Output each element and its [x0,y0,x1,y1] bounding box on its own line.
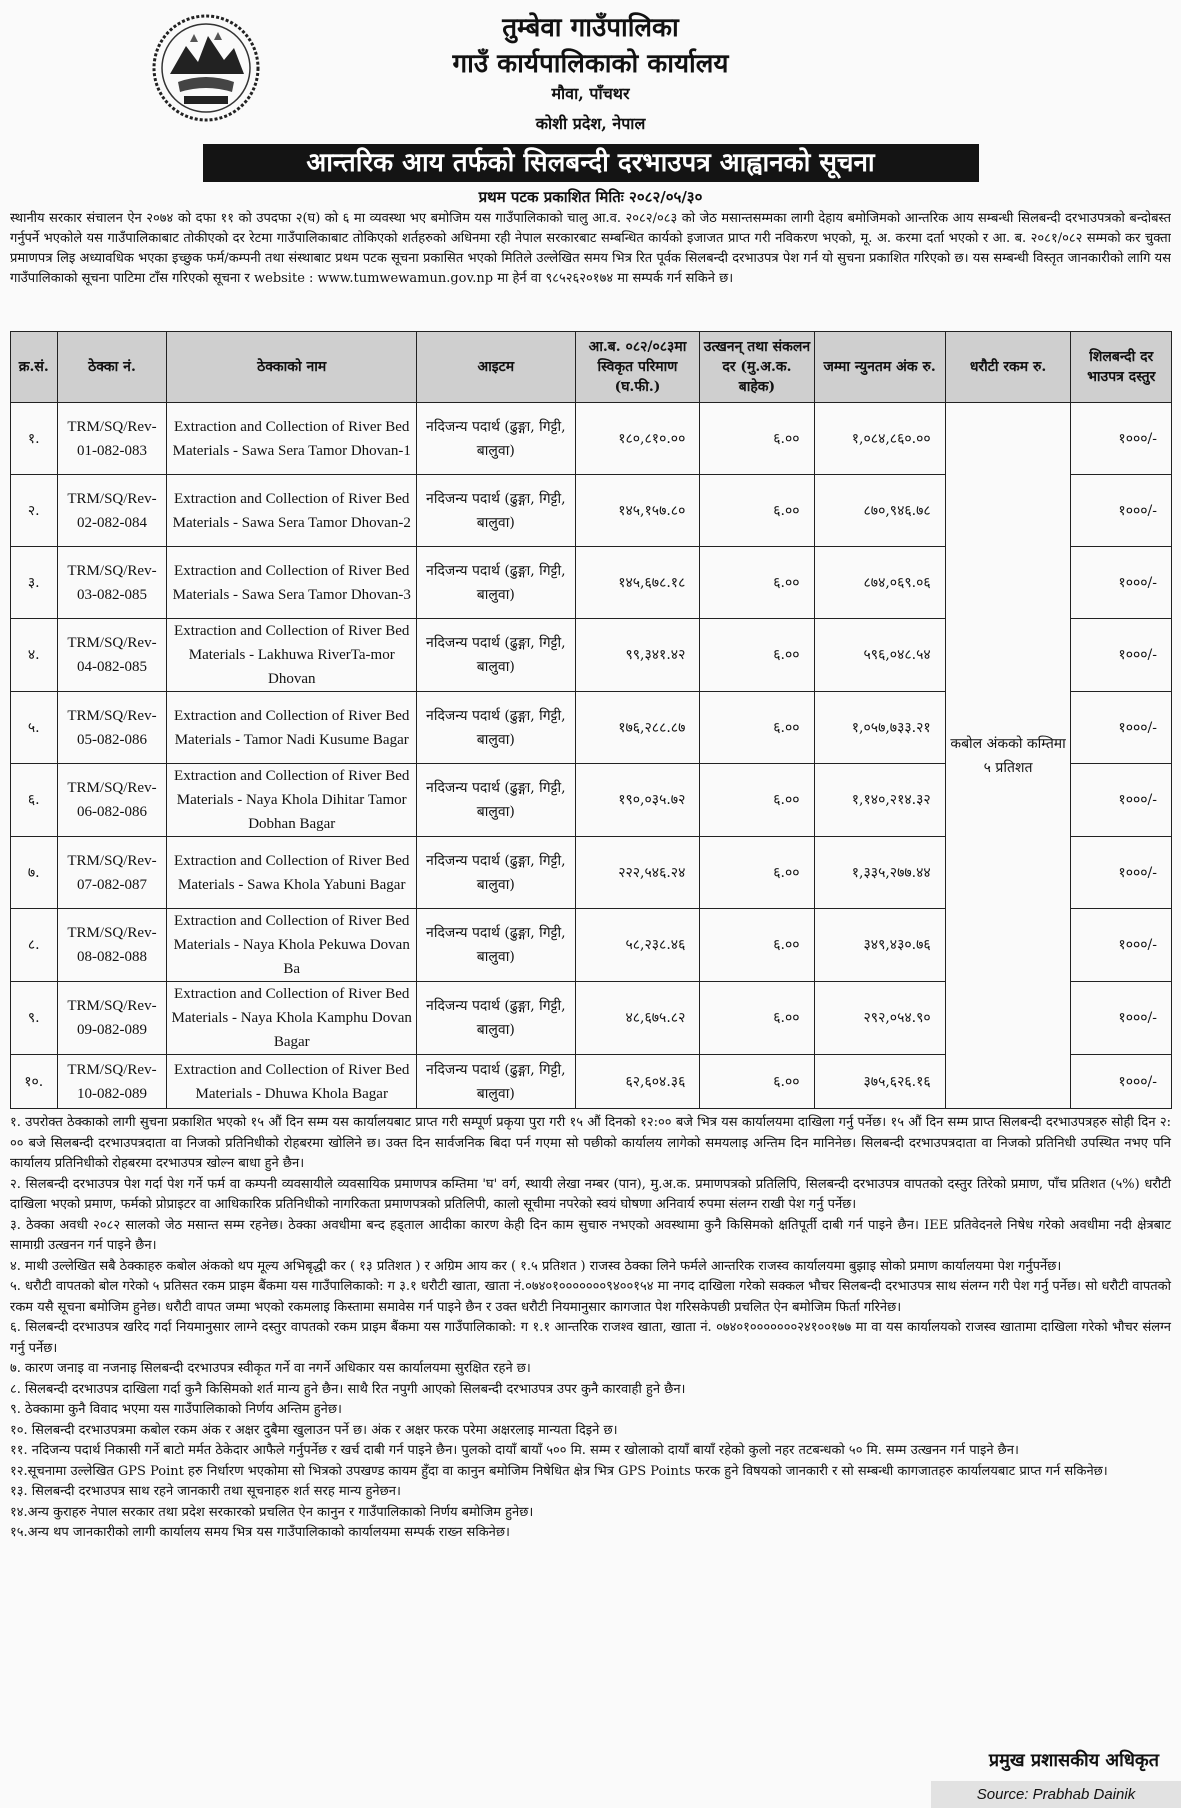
term-item: १५.अन्य थप जानकारीको लागी कार्यालय समय भित्र यस गाउँपालिकाको कार्यालयमा सम्पर्क राख्न सकिनेछ। [10,1525,510,1540]
cell-quantity: ९९,३४१.४२ [575,619,700,692]
header-deposit: धरौटी रकम रु. [945,332,1071,403]
header-contract-name: ठेक्काको नाम [167,332,417,403]
cell-contract-no: TRM/SQ/Rev-07-082-087 [57,837,167,909]
cell-item: नदिजन्य पदार्थ (ढुङ्गा, गिट्टी, बालुवा) [417,692,576,764]
cell-rate: ६.०० [700,475,814,547]
cell-contract-name: Extraction and Collection of River Bed Materials - Lakhuwa RiverTa-mor Dhovan [167,619,417,692]
cell-rate: ६.०० [700,764,814,837]
contracts-table [10,331,1172,1109]
cell-min-amount: २९२,०५४.९० [814,982,945,1055]
cell-quantity: ५८,२३८.४६ [575,909,700,982]
term-item: ८. सिलबन्दी दरभाउपत्र दाखिला गर्दा कुनै किसिमको शर्त मान्य हुने छैन। साथै रित नपुगी आएको सिलबन्दी दरभाउपत्र उपर कुनै कारवाही हुने छैन। [10,1381,686,1397]
office-location: मौवा, पाँचथर [551,84,630,103]
header-item: आइटम [417,332,576,403]
cell-rate: ६.०० [700,692,814,764]
source-credit: Source: Prabhab Dainik [931,1781,1181,1808]
term-item: १४.अन्य कुराहरु नेपाल सरकार तथा प्रदेश सरकारको प्रचलित ऐन कानुन र गाउँपालिकाको निर्णय बमोजिम हुनेछ। [10,1504,534,1520]
cell-quantity: १४५,६७८.१८ [575,547,700,619]
cell-sn: ७. [11,837,58,909]
cell-contract-no: TRM/SQ/Rev-01-082-083 [57,403,167,475]
cell-contract-name: Extraction and Collection of River Bed Materials - Sawa Sera Tamor Dhovan-3 [167,547,417,619]
cell-rate: ६.०० [700,1055,814,1109]
cell-rate: ६.०० [700,909,814,982]
cell-quantity: २२२,५४६.२४ [575,837,700,909]
header-contract-no: ठेक्का नं. [57,332,167,403]
cell-item: नदिजन्य पदार्थ (ढुङ्गा, गिट्टी, बालुवा) [417,619,576,692]
table-header-row [11,332,1172,403]
cell-sn: १०. [11,1055,58,1109]
cell-fee: १०००/- [1071,547,1172,619]
cell-min-amount: ८७४,०६९.०६ [814,547,945,619]
cell-contract-no: TRM/SQ/Rev-02-082-084 [57,475,167,547]
term-item: १२.सूचनामा उल्लेखित GPS Point हरु निर्धारण भएकोमा सो भित्रको उपखण्ड कायम हुँदा वा कानुन बमोजिम निषेधित क्षेत्र भित्र GPS Points फरक हुने विषयको जानकारी र सो सम्बन्धी कागजातहरु कार्यालयबाट प्राप्त गर्न सकिनेछ। [10,1463,1108,1479]
cell-quantity: १७६,२८८.८७ [575,692,700,764]
cell-sn: ९. [11,982,58,1055]
cell-item: नदिजन्य पदार्थ (ढुङ्गा, गिट्टी, बालुवा) [417,909,576,982]
cell-item: नदिजन्य पदार्थ (ढुङ्गा, गिट्टी, बालुवा) [417,837,576,909]
cell-sn: ३. [11,547,58,619]
cell-contract-name: Extraction and Collection of River Bed Materials - Sawa Sera Tamor Dhovan-1 [167,403,417,475]
header-fee: शिलबन्दी दर भाउपत्र दस्तुर [1071,332,1172,403]
cell-sn: १. [11,403,58,475]
cell-contract-no: TRM/SQ/Rev-10-082-089 [57,1055,167,1109]
cell-sn: ६. [11,764,58,837]
cell-item: नदिजन्य पदार्थ (ढुङ्गा, गिट्टी, बालुवा) [417,764,576,837]
cell-sn: ४. [11,619,58,692]
cell-min-amount: ३७५,६२६.१६ [814,1055,945,1109]
header-quantity: आ.ब. ०८२/०८३मा स्विकृत परिमाण (घ.फी.) [575,332,700,403]
municipality-name: तुम्बेवा गाउँपालिका [502,13,679,43]
term-item: ११. नदिजन्य पदार्थ निकासी गर्ने बाटो मर्मत ठेकेदार आफैले गर्नुपर्नेछ र खर्च दाबी गर्न पाइने छैन। पुलको दायाँ बायाँ ५०० मि. सम्म र खोलाको दायाँ बायाँ रहेको कुलो नहर तटबन्धको ५० मि. सम्म उत्खनन गर्न पाइने छैन। [10,1443,1019,1458]
cell-min-amount: ५९६,०४८.५४ [814,619,945,692]
cell-quantity: ४८,६७५.८२ [575,982,700,1055]
header-min-amount: जम्मा न्युनतम अंक रु. [814,332,945,403]
table-row [11,403,1172,475]
cell-min-amount: १,३३५,२७७.४४ [814,837,945,909]
cell-rate: ६.०० [700,619,814,692]
term-item: १०. सिलबन्दी दरभाउपत्रमा कबोल रकम अंक र अक्षर दुबैमा खुलाउन पर्ने छ। अंक र अक्षर फरक परेमा अक्षरलाइ मान्यता दिइने छ। [10,1422,618,1438]
cell-contract-name: Extraction and Collection of River Bed Materials - Naya Khola Dihitar Tamor Dobhan Bagar [167,764,417,837]
cell-min-amount: १,०८४,८६०.०० [814,403,945,475]
cell-fee: १०००/- [1071,1055,1172,1109]
cell-sn: ८. [11,909,58,982]
cell-fee: १०००/- [1071,909,1172,982]
cell-item: नदिजन्य पदार्थ (ढुङ्गा, गिट्टी, बालुवा) [417,1055,576,1109]
province-country: कोशी प्रदेश, नेपाल [535,114,646,133]
publication-date: प्रथम पटक प्रकाशित मितिः २०८२/०५/३० [478,188,703,206]
cell-contract-name: Extraction and Collection of River Bed Materials - Naya Khola Kamphu Dovan Bagar [167,982,417,1055]
term-item: २. सिलबन्दी दरभाउपत्र पेश गर्दा पेश गर्ने फर्म वा कम्पनी व्यवसायीले व्यवसायिक प्रमाणपत्र कम्तिमा 'घ' वर्ग, स्थायी लेखा नम्बर (पान), मु.अ.क. प्रमाणपत्रको प्रतिलिपि, सिलबन्दी दरभाउपत्र वापतको दस्तुर तिरेको प्रमाण, पाँच प्रतिशत (५%) धरौटी दाखिला भएको प्रमाण, फर्मको प्रोप्राइटर वा आधिकारिक प्रतिनिधीको नागरिकता प्रमाणपत्रको प्रतिलिपी, कालो सूचीमा नपरेको स्वयं घोषणा अनिवार्य रुपमा संलग्न राखी पेश गर्नु पर्नेछ। [10,1176,1171,1212]
cell-fee: १०००/- [1071,982,1172,1055]
cell-contract-no: TRM/SQ/Rev-03-082-085 [57,547,167,619]
cell-contract-no: TRM/SQ/Rev-09-082-089 [57,982,167,1055]
cell-fee: १०००/- [1071,403,1172,475]
cell-fee: १०००/- [1071,692,1172,764]
cell-item: नदिजन्य पदार्थ (ढुङ्गा, गिट्टी, बालुवा) [417,982,576,1055]
terms-list [10,1113,1171,1544]
cell-min-amount: १,०५७,७३३.२१ [814,692,945,764]
cell-contract-name: Extraction and Collection of River Bed Materials - Tamor Nadi Kusume Bagar [167,692,417,764]
cell-sn: ५. [11,692,58,764]
intro-paragraph: स्थानीय सरकार संचालन ऐन २०७४ को दफा ११ को उपदफा २(घ) को ६ मा व्यवस्था भए बमोजिम यस गाउँपालिकाको चालु आ.व. २०८२/०८३ को जेठ मसान्तसम्मका लागी देहाय बमोजिमको आन्तरिक आय सम्बन्धी सिलबन्दी दरभाउपत्रको बन्दोबस्त गर्नुपर्ने भएकोले यस गाउँपालिकाबाट तोकीएको दर रेटमा गाउँपालिकाबाट तोकिएको शर्तहरुको अधिनमा रही नेपाल सरकारबाट सम्बन्धित कार्यको इजाजत प्राप्त गरी नविकरण भएको, मू. अ. करमा दर्ता भएको र आ. ब. २०८१/०८२ सम्मको कर चुक्ता प्रमाणपत्र लिइ अध्यावधिक भएका इच्छुक फर्म/कम्पनी तथा संस्थाबाट प्रथम पटक सूचना प्रकासित भएको मितिले उल्लेखित समय भित्र रित पूर्वक सिलबन्दी दरभाउपत्र पेश गर्न यो सुचना प्रकाशित गरिएको छ। यस सम्बन्धी विस्तृत जानकारीको लागि यस गाउँपालिकाको सूचना पाटिमा टाँस गरिएको सूचना र website : www.tumwewamun.gov.np मा हेर्न वा ९८५२६२०१७४ मा सम्पर्क गर्न सकिने छ। [10,211,1171,286]
cell-fee: १०००/- [1071,837,1172,909]
term-item: १. उपरोक्त ठेक्काको लागी सुचना प्रकाशित भएको १५ औं दिन सम्म यस कार्यालयबाट प्राप्त गरी सम्पूर्ण प्रकृया पुरा गरी १५ औं दिनको १२:०० बजे भित्र यस कार्यालयमा दाखिला गर्नु पर्नेछ। १५ औं दिन सम्म प्राप्त सिलबन्दी दरभाउपत्रहरु सोही दिन २: ०० बजे सिलबन्दी दरभाउपत्रदाता वा निजको प्रतिनिधीको रोहबरमा खोलिने छ। उक्त दिन सार्वजनिक बिदा पर्न गएमा सो पछीको कार्यालय लागेको समयलाइ अन्तिम दिन मानिनेछ। सिलबन्दी दरभाउपत्रदाता वा निजको प्रतिनिधी उपस्थित नभए पनि कार्यालय प्रतिनिधीको रोहबरमा दरभाउपत्र खोल्न बाधा हुने छैन। [10,1115,1171,1171]
cell-rate: ६.०० [700,982,814,1055]
cell-quantity: १८०,८१०.०० [575,403,700,475]
cell-contract-no: TRM/SQ/Rev-05-082-086 [57,692,167,764]
cell-sn: २. [11,475,58,547]
header-sn: क्र.सं. [11,332,58,403]
cell-contract-no: TRM/SQ/Rev-08-082-088 [57,909,167,982]
header [10,0,1171,140]
term-item: ६. सिलबन्दी दरभाउपत्र खरिद गर्दा नियमानुसार लाग्ने दस्तुर वापतको रकम प्राइम बैंकमा यस गाउँपालिकाको: ग १.१ आन्तरिक राजश्व खाता, खाता नं. ०७४०१०००००००२४१००१७७ मा वा यस कार्यालयको राजस्व खातामा दाखिला गरेको भौचर संलग्न गर्नु पर्नेछ। [10,1320,1171,1356]
cell-contract-name: Extraction and Collection of River Bed Materials - Naya Khola Pekuwa Dovan Ba [167,909,417,982]
term-item: ३. ठेक्का अवधी २०८२ सालको जेठ मसान्त सम्म रहनेछ। ठेक्का अवधीमा बन्द हड्ताल आदीका कारण केही दिन काम सुचारु नभएको अवस्थामा कुनै किसिमको क्षतिपूर्ती दाबी गर्न पाइने छैन। IEE प्रतिवेदनले निषेध गरेको अवधीमा नदी क्षेत्रबाट सामाग्री उत्खनन गर्न पाइने छैन। [10,1217,1171,1253]
cell-contract-name: Extraction and Collection of River Bed Materials - Sawa Sera Tamor Dhovan-2 [167,475,417,547]
cell-fee: १०००/- [1071,764,1172,837]
cell-rate: ६.०० [700,837,814,909]
cell-item: नदिजन्य पदार्थ (ढुङ्गा, गिट्टी, बालुवा) [417,475,576,547]
notice-title: आन्तरिक आय तर्फको सिलबन्दी दरभाउपत्र आह्वानको सूचना [203,144,979,182]
cell-item: नदिजन्य पदार्थ (ढुङ्गा, गिट्टी, बालुवा) [417,403,576,475]
cell-rate: ६.०० [700,547,814,619]
office-name: गाउँ कार्यपालिकाको कार्यालय [452,49,729,79]
cell-min-amount: १,१४०,२१४.३२ [814,764,945,837]
cell-contract-name: Extraction and Collection of River Bed Materials - Sawa Khola Yabuni Bagar [167,837,417,909]
term-item: ४. माथी उल्लेखित सबै ठेक्काहरु कबोल अंकको थप मूल्य अभिबृद्धी कर ( १३ प्रतिशत ) र अग्रिम आय कर ( १.५ प्रतिशत ) राजस्व ठेक्का लिने फर्मले आन्तरिक राजस्व कार्यालयमा बुझाइ सोको प्रमाण कार्यालयमा पेश गर्नुपर्नेछ। [10,1258,1062,1274]
term-item: ७. कारण जनाइ वा नजनाइ सिलबन्दी दरभाउपत्र स्वीकृत गर्ने वा नगर्ने अधिकार यस कार्यालयमा सुरक्षित रहने छ। [10,1361,531,1376]
cell-fee: १०००/- [1071,475,1172,547]
cell-quantity: १४५,१५७.८० [575,475,700,547]
header-rate: उत्खनन् तथा संकलन दर (मु.अ.क. बाहेक) [700,332,814,403]
cell-fee: १०००/- [1071,619,1172,692]
cell-item: नदिजन्य पदार्थ (ढुङ्गा, गिट्टी, बालुवा) [417,547,576,619]
term-item: ५. धरौटी वापतको बोल गरेको ५ प्रतिसत रकम प्राइम बैंकमा यस गाउँपालिकाको: ग ३.१ धरौटी खाता, खाता नं.०७४०१०००००००९४००१५४ मा नगद दाखिला गरेको सक्कल भौचर सिलबन्दी दरभाउपत्र साथ संलग्न गरी पेश गर्नु पर्नेछ। सो धरौटी वापतको रकम यसै सूचना बमोजिम हुनेछ। धरौटी वापत जम्मा भएको रकमलाइ किस्तामा समावेस गर्न पाइने छैन र उक्त धरौटी नियमानुसार कागजात पेश गरिसकेपछी प्रचलित ऐन बमोजिम फिर्ता गरिनेछ। [10,1279,1171,1315]
cell-quantity: १९०,०३५.७२ [575,764,700,837]
cell-min-amount: ८७०,९४६.७८ [814,475,945,547]
cell-rate: ६.०० [700,403,814,475]
cell-contract-no: TRM/SQ/Rev-06-082-086 [57,764,167,837]
cell-contract-no: TRM/SQ/Rev-04-082-085 [57,619,167,692]
cell-min-amount: ३४९,४३०.७६ [814,909,945,982]
cell-quantity: ६२,६०४.३६ [575,1055,700,1109]
cell-deposit: कबोल अंकको कम्तिमा ५ प्रतिशत [945,403,1071,1109]
cell-contract-name: Extraction and Collection of River Bed Materials - Dhuwa Khola Bagar [167,1055,417,1109]
term-item: १३. सिलबन्दी दरभाउपत्र साथ रहने जानकारी तथा सूचनाहरु शर्त सरह मान्य हुनेछन। [10,1484,401,1499]
signatory-title: प्रमुख प्रशासकीय अधिकृत [988,1750,1159,1771]
term-item: ९. ठेक्कामा कुनै विवाद भएमा यस गाउँपालिकाको निर्णय अन्तिम हुनेछ। [10,1402,342,1417]
